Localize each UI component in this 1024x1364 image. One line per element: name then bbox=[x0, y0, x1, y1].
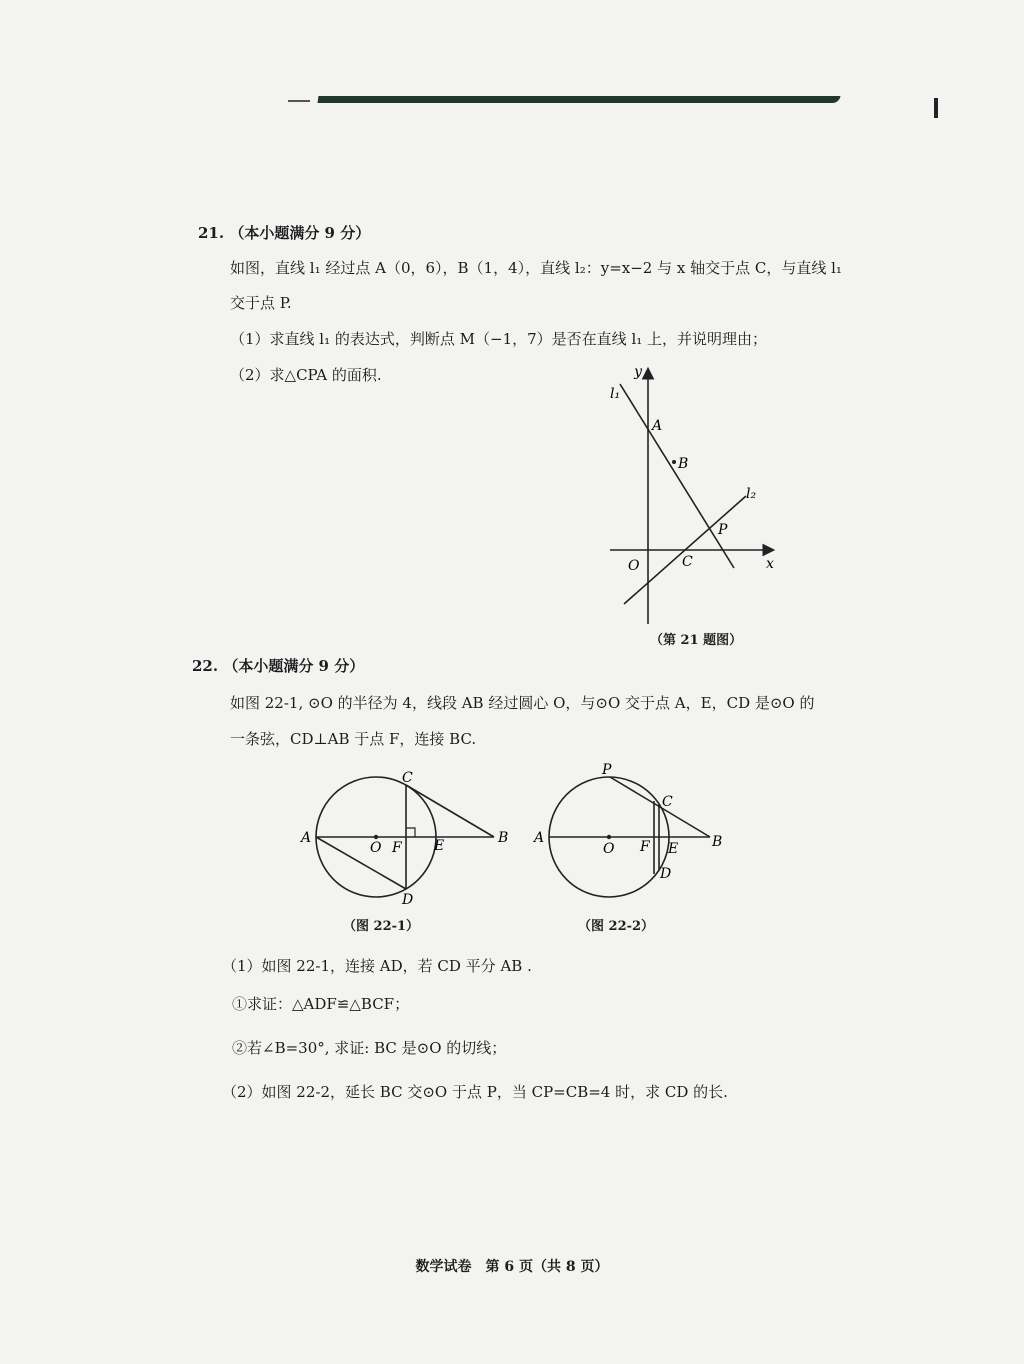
fig2-label-c: C bbox=[662, 794, 673, 810]
top-dash-mark bbox=[288, 100, 310, 102]
fig-22-2 bbox=[532, 758, 732, 912]
label-p: P bbox=[718, 522, 728, 538]
q21-header: 21. （本小题满分 9 分） bbox=[198, 224, 371, 242]
label-x: x bbox=[766, 556, 774, 572]
q22-stem-line1: 如图 22-1, ⊙O 的半径为 4，线段 AB 经过圆心 O，与⊙O 交于点 A，E，CD 是⊙O 的 bbox=[230, 694, 815, 712]
fig1-label-f: F bbox=[392, 840, 402, 856]
fig2-label-e: E bbox=[668, 841, 679, 857]
fig2-label-a: A bbox=[534, 830, 545, 846]
q22-part1-a: ①求证：△ADF≌△BCF； bbox=[232, 995, 410, 1013]
label-o: O bbox=[628, 558, 640, 574]
fig2-center-dot bbox=[607, 835, 611, 839]
fig1-label-c: C bbox=[402, 770, 413, 786]
label-c: C bbox=[682, 554, 693, 570]
q21-figure bbox=[590, 362, 790, 628]
fig2-label-o: O bbox=[603, 841, 615, 857]
label-b: B bbox=[678, 456, 689, 472]
page-footer: 数学试卷 第 6 页（共 8 页） bbox=[415, 1259, 609, 1275]
line-l1 bbox=[620, 384, 734, 568]
fig1-label-d: D bbox=[402, 892, 414, 908]
fig1-label-a: A bbox=[301, 830, 312, 846]
fig2-segment-pb bbox=[610, 777, 710, 837]
fig2-label-f: F bbox=[640, 839, 650, 855]
fig1-segment-bc bbox=[406, 785, 494, 837]
fig1-center-dot bbox=[374, 835, 378, 839]
fig-22-2-caption: （图 22-2） bbox=[578, 919, 655, 934]
q22-part2: （2）如图 22-2，延长 BC 交⊙O 于点 P，当 CP=CB=4 时，求 CD 的长. bbox=[222, 1083, 728, 1101]
fig2-label-d: D bbox=[660, 866, 672, 882]
right-edge-mark bbox=[934, 98, 938, 118]
fig1-label-o: O bbox=[370, 840, 382, 856]
q22-part1: （1）如图 22-1，连接 AD，若 CD 平分 AB . bbox=[222, 957, 532, 975]
q21-part2: （2）求△CPA 的面积. bbox=[230, 366, 382, 384]
point-b-dot bbox=[672, 460, 676, 464]
fig-22-1 bbox=[296, 766, 524, 914]
fig2-label-b: B bbox=[712, 834, 723, 850]
fig-22-1-caption: （图 22-1） bbox=[343, 919, 420, 934]
q21-part1: （1）求直线 l₁ 的表达式，判断点 M（−1，7）是否在直线 l₁ 上，并说明理由； bbox=[230, 330, 768, 348]
label-a: A bbox=[652, 418, 663, 434]
fig2-label-p: P bbox=[602, 762, 612, 778]
label-l1: l₁ bbox=[610, 386, 621, 402]
fig1-right-angle-mark bbox=[406, 828, 415, 837]
q21-stem-line1: 如图，直线 l₁ 经过点 A（0，6），B（1，4），直线 l₂：y=x−2 与 x 轴交于点 C，与直线 l₁ bbox=[230, 259, 842, 277]
q22-header: 22. （本小题满分 9 分） bbox=[192, 657, 365, 675]
q21-stem-line2: 交于点 P. bbox=[230, 294, 292, 312]
q21-figure-caption: （第 21 题图） bbox=[650, 633, 743, 648]
fig1-label-b: B bbox=[498, 830, 509, 846]
q22-part1-b: ②若∠B=30°, 求证: BC 是⊙O 的切线； bbox=[232, 1039, 507, 1057]
label-l2: l₂ bbox=[746, 486, 757, 502]
fig1-label-e: E bbox=[434, 838, 445, 854]
top-binding-strip bbox=[318, 96, 841, 103]
q22-stem-line2: 一条弦，CD⊥AB 于点 F，连接 BC. bbox=[230, 730, 477, 748]
label-y: y bbox=[634, 364, 642, 380]
